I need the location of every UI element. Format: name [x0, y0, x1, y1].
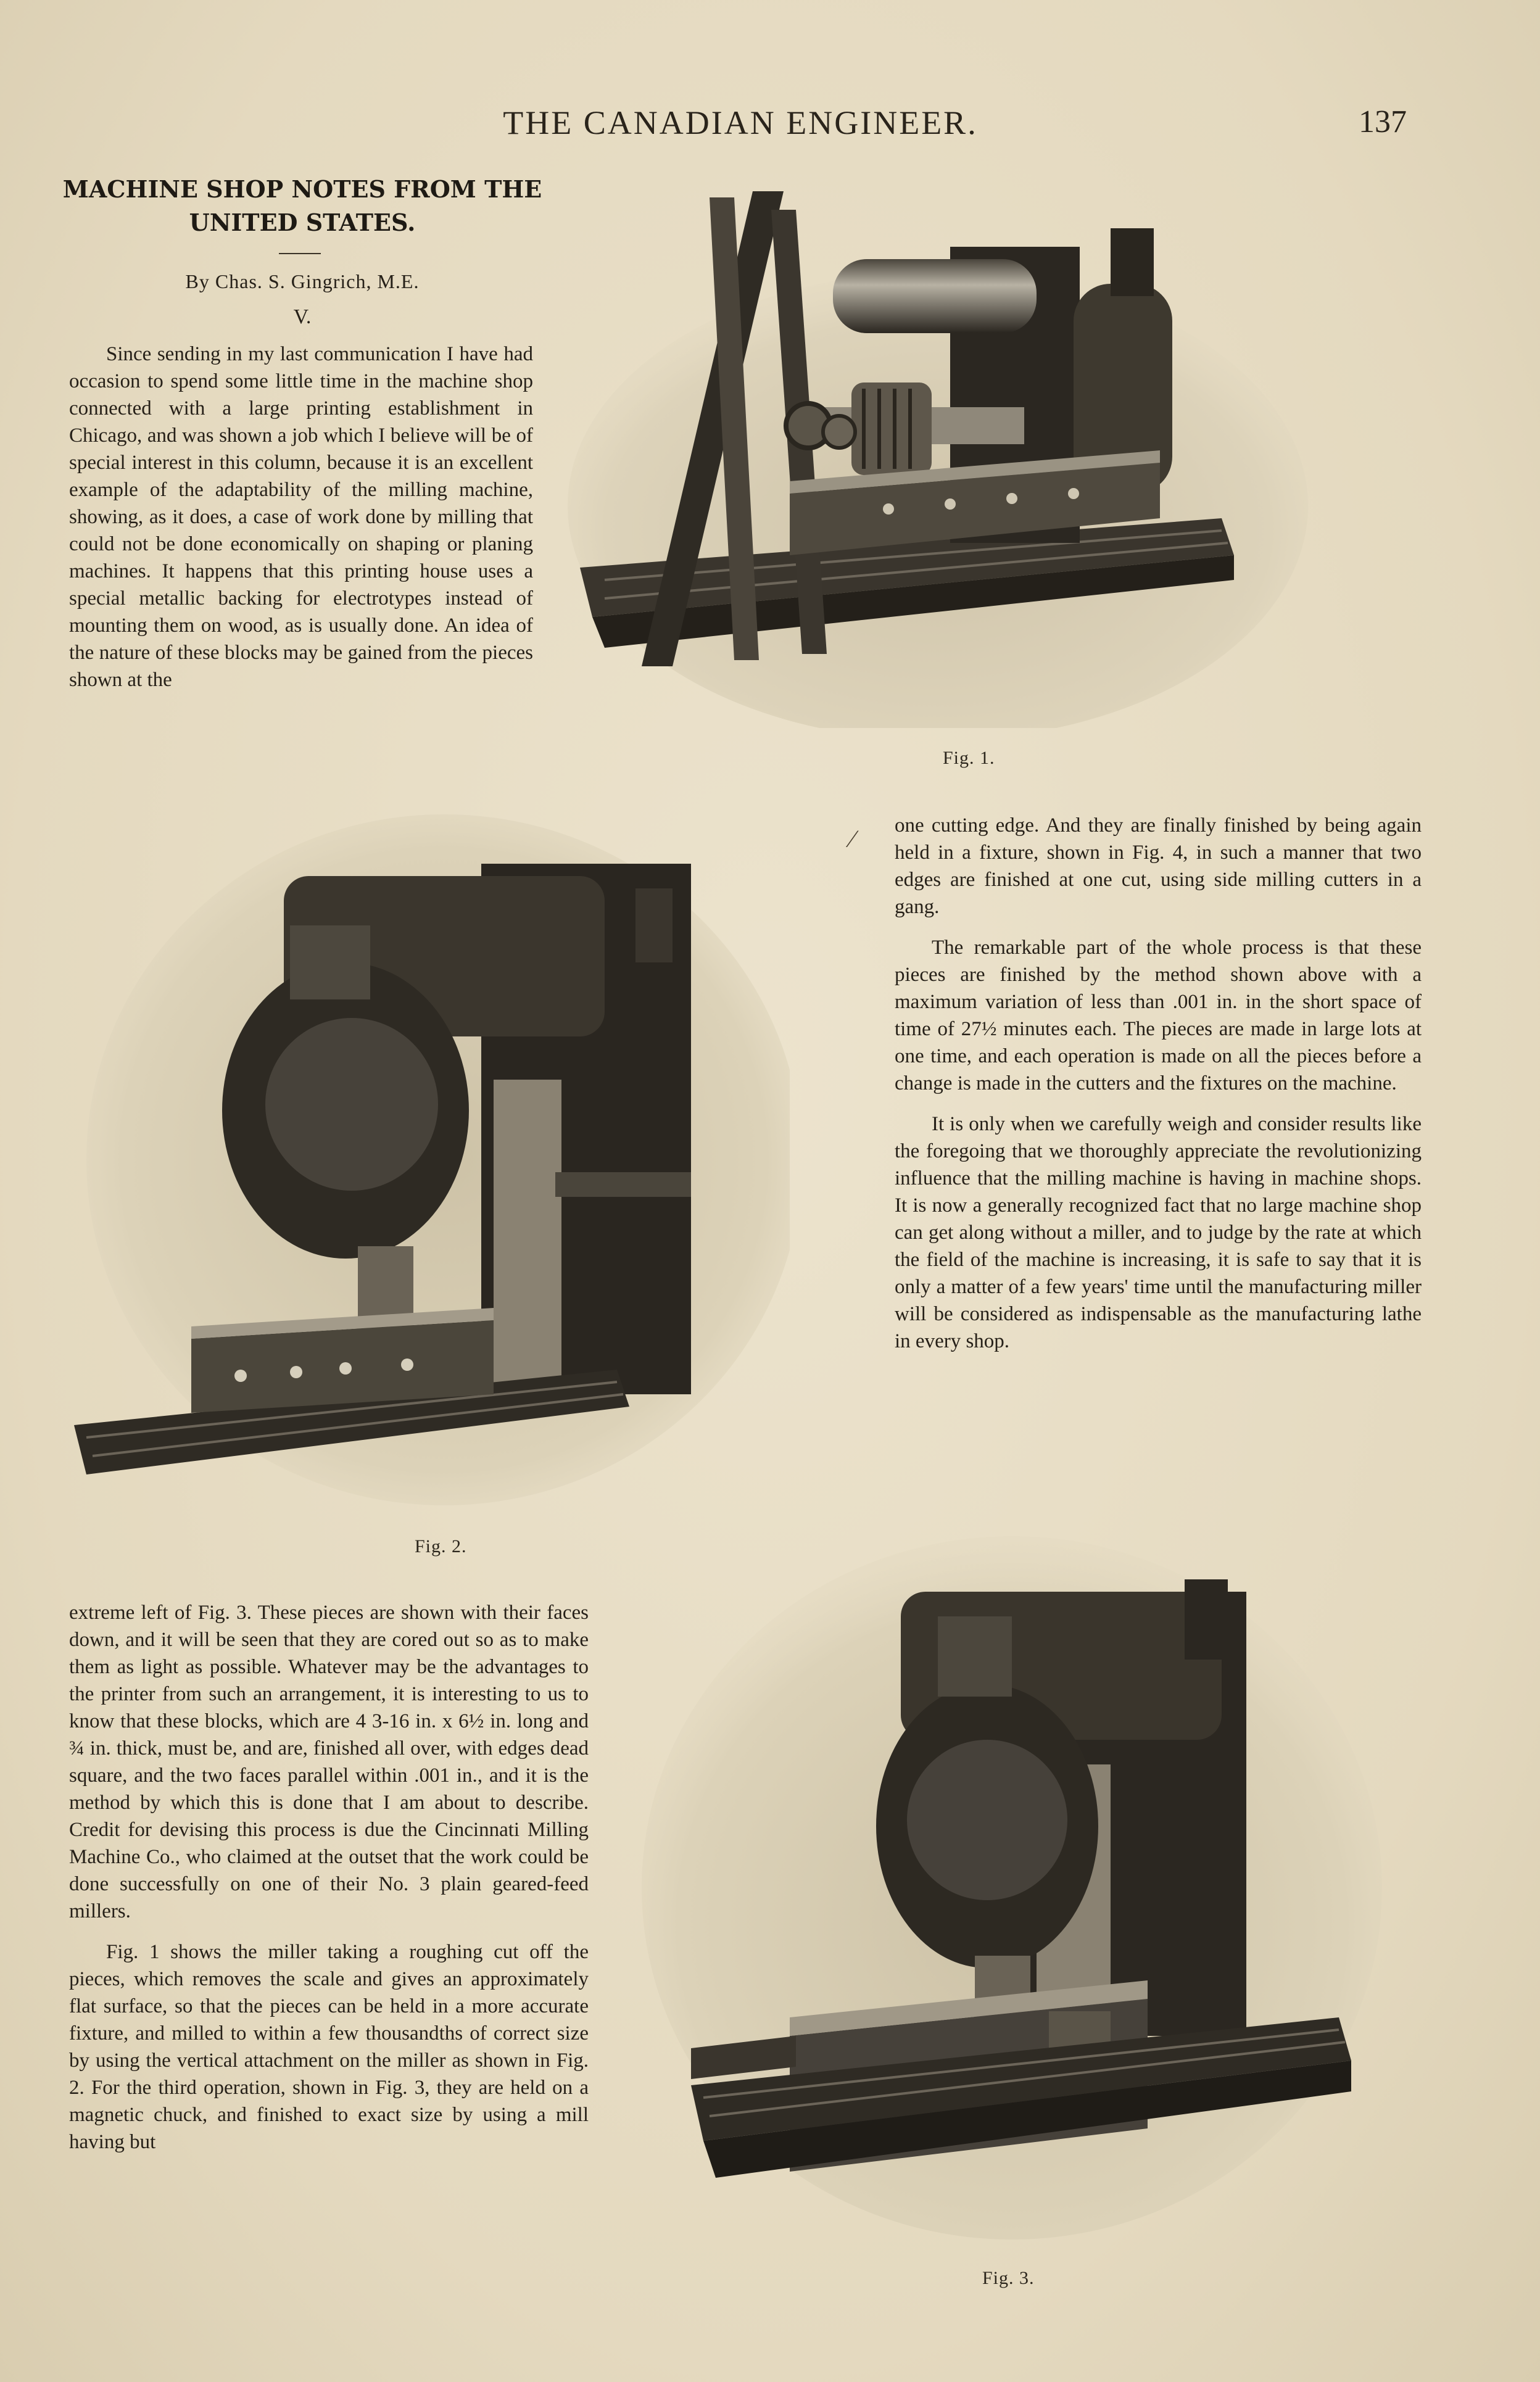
fig-3-magnetic-chuck-image	[642, 1505, 1382, 2246]
article-title-line-1: MACHINE SHOP NOTES FROM THE	[62, 175, 542, 203]
page-number: 137	[1359, 104, 1407, 139]
fig-2-caption: Fig. 2.	[415, 1536, 467, 1557]
fig-2-vertical-attachment-image	[74, 802, 790, 1524]
title-rule	[279, 253, 321, 254]
byline: By Chas. S. Gingrich, M.E.	[185, 270, 420, 292]
article-title-line-2: UNITED STATES.	[189, 209, 416, 236]
paragraph: extreme left of Fig. 3. These pieces are shown with their faces down, and it will be seen that they are cored out so as to make them as light as possible. Whatever may be the advantages to the printer from such an arrangement, it is interesting to us to know that these blocks, which are 4 3-16 in. x 6½ in. long and ¾ in. thick, must be, and are, finished all over, with edges dead square, and the two faces parallel within .001 in., and it is the method by which this is done that I am about to describe. Credit for devising this process is due the Cincinnati Milling Machine Co., who claimed at the outset that the work could be done successfully on one of their No. 3 plain geared-feed millers.	[69, 1602, 589, 1922]
paragraph: Fig. 1 shows the miller taking a roughing cut off the pieces, which removes the scale and gives an approximately flat surface, so that the pieces can be held in a more accurate fixture, and milled to within a few thousandths of correct size by using the vertical attachment on the miller as shown in Fig. 2. For the third operation, shown in Fig. 3, they are held on a magnetic chuck, and finished to exact size by using a mill having but	[69, 1941, 589, 2153]
margin-pencil-mark: ⁄	[850, 825, 855, 853]
article-title	[62, 173, 543, 239]
fig-1-caption: Fig. 1.	[943, 748, 995, 768]
paragraph: It is only when we carefully weigh and consider results like the foregoing that we thoroughly appreciate the revolutionizing influence that the milling machine is having in machine shops. It is now a generally recognized fact that no large machine shop can get along without a miller, and to judge by the rate at which the field of the machine is increasing, it is safe to say that it is only a matter of a few years' time until the manufacturing miller will be considered as indispensable as the manufacturing lathe in every shop.	[895, 1113, 1422, 1352]
fig-3-caption: Fig. 3.	[982, 2268, 1035, 2288]
paragraph: Since sending in my last communication I have had occasion to spend some little time in the machine shop connected with a large printing establishment in Chicago, and was shown a job which I believe will be of special interest in this column, because it is an excellent example of the adaptability of the milling machine, showing, as it does, a case of work done by milling that could not be done economically on shaping or planing machines. It happens that this printing house uses a special metallic backing for electrotypes instead of mounting them on wood, as is usually done. An idea of the nature of these blocks may be gained from the pieces shown at the	[69, 343, 533, 691]
text-column-3	[69, 1599, 589, 2169]
text-column-2	[895, 812, 1422, 1368]
text-column-1	[69, 341, 533, 707]
fig-1-milling-machine-image	[568, 173, 1308, 728]
running-header-title: THE CANADIAN ENGINEER.	[503, 104, 978, 141]
paragraph: one cutting edge. And they are finally finished by being again held in a fixture, shown in Fig. 4, in such a manner that two edges are finished at one cut, using side milling cutters in a gang.	[895, 814, 1422, 918]
paragraph: The remarkable part of the whole process is that these pieces are finished by the method shown above with a maximum variation of less than .001 in. in the short space of time of 27½ minutes each. The pieces are made in large lots at one time, and each operation is made on all the pieces before a change is made in the cutters and the fixtures on the machine.	[895, 937, 1422, 1094]
part-number: V.	[293, 305, 312, 328]
